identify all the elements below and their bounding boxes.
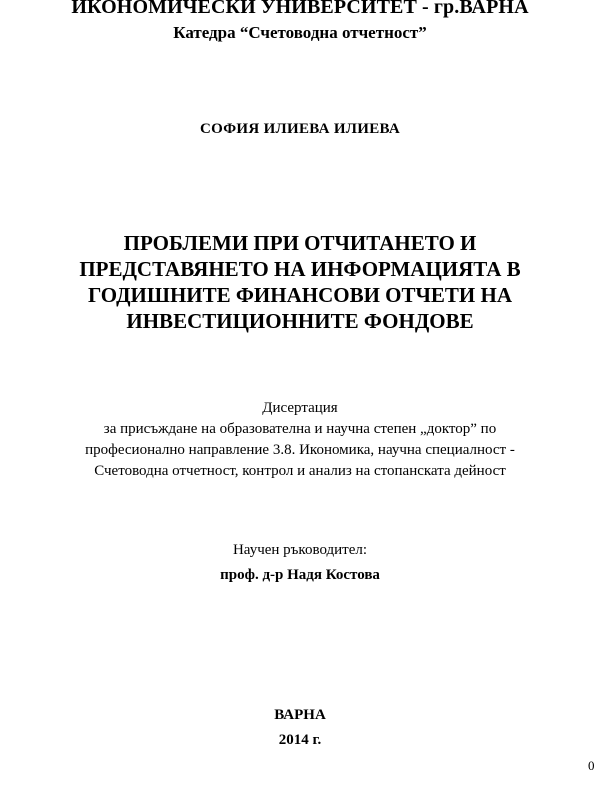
department-name: Катедра “Счетоводна отчетност” bbox=[173, 23, 427, 42]
description-heading: Дисертация bbox=[262, 400, 338, 416]
university-name: ИКОНОМИЧЕСКИ УНИВЕРСИТЕТ - гр.ВАРНА bbox=[71, 0, 529, 18]
description-line: за присъждане на образователна и научна степен „доктор” по bbox=[103, 421, 497, 437]
title-line: ИНВЕСТИЦИОННИТЕ ФОНДОВЕ bbox=[126, 309, 474, 333]
page-number: 0 bbox=[588, 758, 595, 773]
title-line: ГОДИШНИТЕ ФИНАНСОВИ ОТЧЕТИ НА bbox=[87, 283, 513, 307]
description-line: професионално направление 3.8. Икономика, научна специалност - bbox=[85, 442, 515, 458]
author-name: СОФИЯ ИЛИЕВА ИЛИЕВА bbox=[199, 121, 401, 137]
place-name: ВАРНА bbox=[274, 707, 326, 723]
supervisor-label: Научен ръководител: bbox=[232, 542, 368, 558]
title-line: ПРОБЛЕМИ ПРИ ОТЧИТАНЕТО И bbox=[123, 231, 477, 255]
dissertation-title bbox=[0, 230, 600, 334]
description-line: Счетоводна отчетност, контрол и анализ на стопанската дейност bbox=[94, 463, 506, 479]
supervisor-name: проф. д-р Надя Костова bbox=[220, 567, 380, 583]
title-line: ПРЕДСТАВЯНЕТО НА ИНФОРМАЦИЯТА В bbox=[79, 257, 521, 281]
publication-year: 2014 г. bbox=[278, 732, 322, 748]
dissertation-description bbox=[0, 398, 600, 482]
